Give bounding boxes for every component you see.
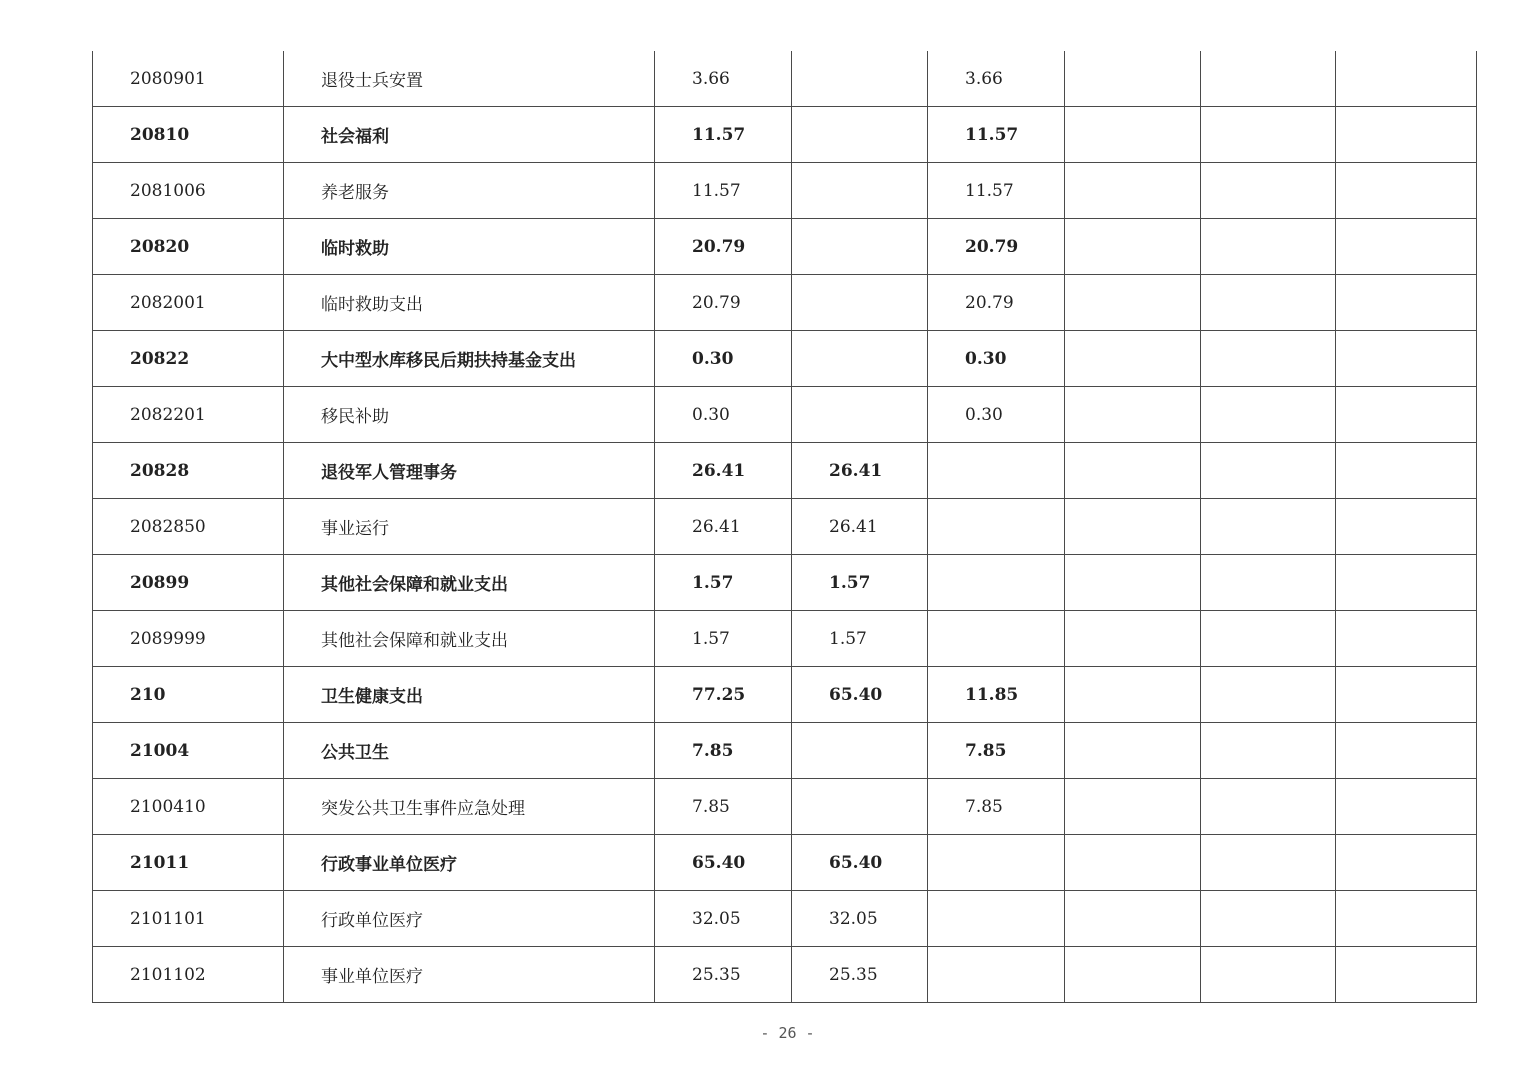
table-body (93, 51, 1477, 1003)
cell-basic-expenditure (792, 779, 928, 835)
cell-total: 25.35 (655, 947, 792, 1003)
cell-column-6 (1065, 555, 1201, 611)
cell-project-expenditure: 3.66 (928, 51, 1065, 107)
cell-project-expenditure: 11.57 (928, 107, 1065, 163)
table-row (93, 611, 1477, 667)
cell-project-expenditure (928, 947, 1065, 1003)
table-row (93, 835, 1477, 891)
cell-project-expenditure (928, 835, 1065, 891)
cell-basic-expenditure: 25.35 (792, 947, 928, 1003)
cell-subject-name: 公共卫生 (284, 723, 655, 779)
cell-column-8 (1336, 275, 1477, 331)
cell-basic-expenditure: 65.40 (792, 835, 928, 891)
cell-basic-expenditure: 1.57 (792, 611, 928, 667)
table-row (93, 499, 1477, 555)
cell-column-7 (1201, 107, 1336, 163)
budget-expenditure-table (92, 51, 1477, 1003)
cell-column-7 (1201, 835, 1336, 891)
cell-column-8 (1336, 667, 1477, 723)
page-number: - 26 - (760, 1024, 815, 1042)
cell-column-6 (1065, 443, 1201, 499)
cell-subject-code: 2082850 (93, 499, 284, 555)
cell-column-8 (1336, 499, 1477, 555)
cell-subject-code: 20828 (93, 443, 284, 499)
cell-total: 0.30 (655, 331, 792, 387)
cell-column-8 (1336, 107, 1477, 163)
cell-column-6 (1065, 667, 1201, 723)
cell-basic-expenditure: 32.05 (792, 891, 928, 947)
table-row (93, 947, 1477, 1003)
cell-subject-name: 临时救助 (284, 219, 655, 275)
cell-column-8 (1336, 555, 1477, 611)
cell-subject-name: 行政单位医疗 (284, 891, 655, 947)
cell-total: 11.57 (655, 163, 792, 219)
cell-basic-expenditure: 26.41 (792, 499, 928, 555)
cell-subject-name: 养老服务 (284, 163, 655, 219)
cell-column-6 (1065, 387, 1201, 443)
cell-column-8 (1336, 163, 1477, 219)
cell-project-expenditure (928, 443, 1065, 499)
table-row (93, 891, 1477, 947)
cell-total: 26.41 (655, 443, 792, 499)
cell-column-8 (1336, 891, 1477, 947)
budget-table-container (92, 51, 1476, 1003)
cell-basic-expenditure: 65.40 (792, 667, 928, 723)
cell-total: 1.57 (655, 611, 792, 667)
cell-project-expenditure: 20.79 (928, 219, 1065, 275)
table-row (93, 163, 1477, 219)
cell-project-expenditure (928, 891, 1065, 947)
cell-column-8 (1336, 387, 1477, 443)
cell-column-7 (1201, 387, 1336, 443)
cell-column-6 (1065, 947, 1201, 1003)
cell-subject-name: 大中型水库移民后期扶持基金支出 (284, 331, 655, 387)
cell-basic-expenditure (792, 723, 928, 779)
cell-total: 11.57 (655, 107, 792, 163)
cell-column-6 (1065, 835, 1201, 891)
cell-project-expenditure: 20.79 (928, 275, 1065, 331)
cell-total: 32.05 (655, 891, 792, 947)
table-row (93, 387, 1477, 443)
cell-column-6 (1065, 611, 1201, 667)
cell-subject-name: 事业单位医疗 (284, 947, 655, 1003)
cell-basic-expenditure (792, 275, 928, 331)
cell-subject-code: 2101101 (93, 891, 284, 947)
table-row (93, 107, 1477, 163)
cell-basic-expenditure (792, 387, 928, 443)
cell-column-6 (1065, 331, 1201, 387)
cell-total: 7.85 (655, 779, 792, 835)
cell-subject-code: 2082001 (93, 275, 284, 331)
cell-column-7 (1201, 947, 1336, 1003)
cell-subject-name: 社会福利 (284, 107, 655, 163)
cell-subject-code: 20810 (93, 107, 284, 163)
cell-column-8 (1336, 331, 1477, 387)
cell-subject-code: 21004 (93, 723, 284, 779)
cell-column-7 (1201, 163, 1336, 219)
cell-column-7 (1201, 891, 1336, 947)
cell-subject-code: 2101102 (93, 947, 284, 1003)
cell-subject-name: 卫生健康支出 (284, 667, 655, 723)
cell-subject-code: 21011 (93, 835, 284, 891)
cell-subject-code: 2082201 (93, 387, 284, 443)
cell-column-7 (1201, 219, 1336, 275)
table-row (93, 331, 1477, 387)
cell-column-8 (1336, 443, 1477, 499)
cell-column-6 (1065, 219, 1201, 275)
cell-column-8 (1336, 947, 1477, 1003)
cell-column-6 (1065, 723, 1201, 779)
cell-column-7 (1201, 275, 1336, 331)
cell-subject-name: 退役士兵安置 (284, 51, 655, 107)
cell-subject-code: 2080901 (93, 51, 284, 107)
table-row (93, 667, 1477, 723)
cell-project-expenditure: 11.57 (928, 163, 1065, 219)
cell-subject-code: 2089999 (93, 611, 284, 667)
cell-total: 20.79 (655, 275, 792, 331)
cell-project-expenditure (928, 499, 1065, 555)
cell-column-7 (1201, 51, 1336, 107)
cell-project-expenditure: 11.85 (928, 667, 1065, 723)
cell-column-7 (1201, 499, 1336, 555)
table-row (93, 51, 1477, 107)
cell-subject-name: 突发公共卫生事件应急处理 (284, 779, 655, 835)
cell-column-7 (1201, 779, 1336, 835)
table-row (93, 219, 1477, 275)
cell-subject-code: 2081006 (93, 163, 284, 219)
cell-column-7 (1201, 667, 1336, 723)
cell-column-6 (1065, 51, 1201, 107)
cell-column-6 (1065, 779, 1201, 835)
cell-basic-expenditure (792, 331, 928, 387)
cell-total: 0.30 (655, 387, 792, 443)
cell-subject-name: 其他社会保障和就业支出 (284, 611, 655, 667)
cell-total: 7.85 (655, 723, 792, 779)
cell-total: 65.40 (655, 835, 792, 891)
cell-basic-expenditure (792, 51, 928, 107)
cell-column-7 (1201, 555, 1336, 611)
table-row (93, 779, 1477, 835)
cell-column-8 (1336, 51, 1477, 107)
cell-subject-name: 移民补助 (284, 387, 655, 443)
cell-project-expenditure: 7.85 (928, 779, 1065, 835)
cell-subject-name: 临时救助支出 (284, 275, 655, 331)
cell-total: 1.57 (655, 555, 792, 611)
cell-column-7 (1201, 723, 1336, 779)
cell-subject-code: 210 (93, 667, 284, 723)
cell-basic-expenditure (792, 107, 928, 163)
cell-project-expenditure: 7.85 (928, 723, 1065, 779)
cell-column-6 (1065, 107, 1201, 163)
cell-column-8 (1336, 611, 1477, 667)
cell-basic-expenditure (792, 219, 928, 275)
table-row (93, 443, 1477, 499)
cell-basic-expenditure: 1.57 (792, 555, 928, 611)
cell-total: 26.41 (655, 499, 792, 555)
cell-column-7 (1201, 443, 1336, 499)
cell-subject-name: 退役军人管理事务 (284, 443, 655, 499)
cell-column-6 (1065, 163, 1201, 219)
cell-column-8 (1336, 835, 1477, 891)
cell-subject-name: 行政事业单位医疗 (284, 835, 655, 891)
cell-total: 20.79 (655, 219, 792, 275)
table-row (93, 555, 1477, 611)
cell-project-expenditure (928, 555, 1065, 611)
cell-subject-code: 2100410 (93, 779, 284, 835)
table-row (93, 275, 1477, 331)
cell-basic-expenditure: 26.41 (792, 443, 928, 499)
cell-column-6 (1065, 499, 1201, 555)
cell-column-7 (1201, 331, 1336, 387)
cell-basic-expenditure (792, 163, 928, 219)
cell-project-expenditure: 0.30 (928, 331, 1065, 387)
cell-column-8 (1336, 723, 1477, 779)
cell-column-6 (1065, 275, 1201, 331)
table-row (93, 723, 1477, 779)
cell-subject-code: 20820 (93, 219, 284, 275)
cell-column-6 (1065, 891, 1201, 947)
cell-total: 3.66 (655, 51, 792, 107)
cell-column-7 (1201, 611, 1336, 667)
cell-column-8 (1336, 779, 1477, 835)
cell-subject-code: 20899 (93, 555, 284, 611)
cell-column-8 (1336, 219, 1477, 275)
cell-subject-code: 20822 (93, 331, 284, 387)
cell-subject-name: 事业运行 (284, 499, 655, 555)
cell-project-expenditure: 0.30 (928, 387, 1065, 443)
cell-total: 77.25 (655, 667, 792, 723)
cell-subject-name: 其他社会保障和就业支出 (284, 555, 655, 611)
cell-project-expenditure (928, 611, 1065, 667)
